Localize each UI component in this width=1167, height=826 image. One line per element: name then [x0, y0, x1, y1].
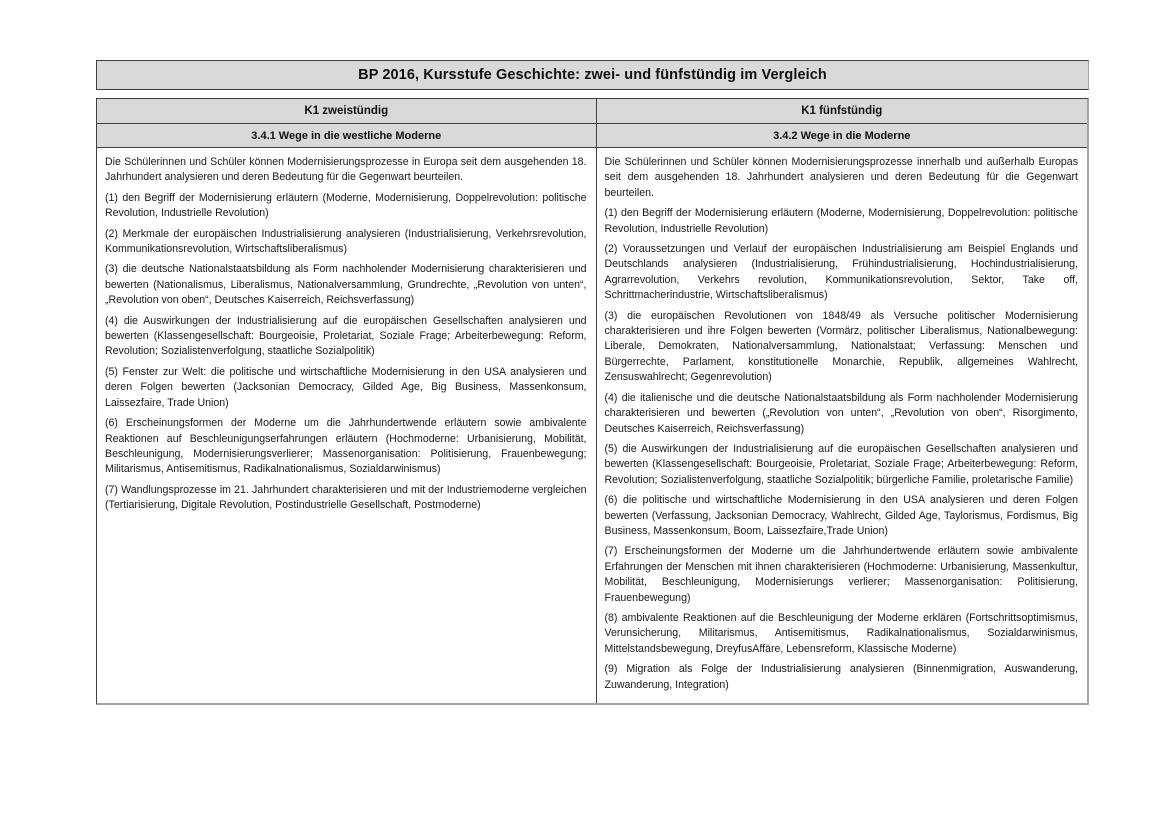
- table-subheader-row: [97, 124, 1087, 148]
- column-subheader-right: 3.4.2 Wege in die Moderne: [597, 124, 1088, 148]
- column-subheader-left: 3.4.1 Wege in die westliche Moderne: [97, 124, 597, 148]
- column-header-right: K1 fünfstündig: [597, 99, 1088, 124]
- competency-item: (4) die Auswirkungen der Industrialisierung auf die europäischen Gesellschaften analysieren und bewerten (Klassengesellschaft: Bourgeoisie, Proletariat, Soziale Frage; Arbeiterbewegung: Reform, Revolution; Sozialistenverfolgung, staatliche Sozialpolitik): [105, 314, 587, 358]
- table-header-row: [97, 99, 1087, 124]
- competency-item: (5) die Auswirkungen der Industrialisierung auf die europäischen Gesellschaften analysieren und bewerten (Klassengesellschaft: Bourgeoisie, Proletariat, Soziale Frage; Arbeiterbewegung: Reform, Revolution; Sozialistenverfolgung, staatliche Sozialpolitik; bürgerliche Familie, proletarische Familie): [604, 442, 1078, 486]
- intro-paragraph: Die Schülerinnen und Schüler können Modernisierungsprozesse in Europa seit dem ausgehenden 18. Jahrhundert analysieren und deren Bedeutung für die Gegenwart beurteilen.: [105, 156, 587, 184]
- competency-item: (1) den Begriff der Modernisierung erläutern (Moderne, Modernisierung, Doppelrevolution: politische Revolution, Industrielle Revolution): [604, 207, 1078, 235]
- competency-item: (5) Fenster zur Welt: die politische und wirtschaftliche Modernisierung in den USA analysieren und deren Folgen bewerten (Jacksonian Democracy, Gilded Age, Big Business, Massenkonsum, Laissezfaire, Trade Union): [105, 365, 587, 409]
- competency-item: (2) Voraussetzungen und Verlauf der europäischen Industrialisierung am Beispiel Englands und Deutschlands analysieren (Industrialisierung, Frühindustrialisierung, Hochindustrialisierung, Agrarrevolution, Verkehrs revolution, Kommunikationsrevolution, Sektor, Take off, Schrittmacherindustrie, Wirtschaftsliberalismus): [604, 243, 1078, 302]
- comparison-table: [96, 98, 1089, 705]
- competency-item: (8) ambivalente Reaktionen auf die Beschleunigung der Moderne erklären (Fortschrittsoptimismus, Verunsicherung, Militarismus, Antisemitismus, Radikalnationalismus, Sozialdarwinismus, Mittelstandsbewegung, DreyfusAffäre, Lebensreform, Klassische Moderne): [604, 611, 1078, 655]
- competency-item: (7) Erscheinungsformen der Moderne um die Jahrhundertwende erläutern sowie ambivalente Erfahrungen der Menschen mit ihnen charakterisieren (Hochmoderne: Urbanisierung, Massenkultur, Mobilität, Beschleunigung, Modernisierungs verlierer; Massenorganisation: Politisierung, Frauenbewegung): [604, 545, 1078, 604]
- column-body-right: [597, 148, 1088, 703]
- competency-item: (4) die italienische und die deutsche Nationalstaatsbildung als Form nachholender Modernisierung charakterisieren und bewerten („Revolution von unten“, „Revolution von oben“, Risorgimento, Deutsches Kaiserreich, Reichsverfassung): [604, 391, 1078, 435]
- competency-item: (9) Migration als Folge der Industrialisierung analysieren (Binnenmigration, Auswanderung, Zuwanderung, Integration): [604, 663, 1078, 691]
- document-title-banner: [96, 60, 1089, 90]
- competency-item: (6) die politische und wirtschaftliche Modernisierung in den USA analysieren und deren Folgen bewerten (Verfassung, Jacksonian Democracy, Wahlrecht, Gilded Age, Taylorismus, Fordismus, Big Business, Massenkonsum, Boom, Laissezfaire,Trade Union): [604, 494, 1078, 537]
- page-title: BP 2016, Kursstufe Geschichte: zwei- und fünfstündig im Vergleich: [358, 67, 827, 83]
- table-body-row: [97, 148, 1087, 703]
- competency-item: (2) Merkmale der europäischen Industrialisierung analysieren (Industrialisierung, Verkehrsrevolution, Kommunikationsrevolution, Wirtschaftsliberalismus): [105, 227, 587, 256]
- competency-item: (6) Erscheinungsformen der Moderne um die Jahrhundertwende erläutern sowie ambivalente Reaktionen auf Beschleunigungserfahrungen erläutern (Hochmoderne: Urbanisierung, Mobilität, Beschleunigung, Modernisierungsverlierer; Massenorganisation: Politisierung, Frauenbewegung; Militarismus, Antisemitismus, Radikalnationalismus, Sozialdarwinismus): [105, 417, 587, 476]
- column-body-left: [97, 148, 597, 703]
- column-header-left: K1 zweistündig: [97, 99, 597, 124]
- competency-item: (7) Wandlungsprozesse im 21. Jahrhundert charakterisieren und mit der Industriemoderne vergleichen (Tertiarisierung, Digitale Revolution, Postindustrielle Gesellschaft, Postmoderne): [105, 483, 587, 512]
- competency-item: (1) den Begriff der Modernisierung erläutern (Moderne, Modernisierung, Doppelrevolution: politische Revolution, Industrielle Revolution): [105, 191, 587, 220]
- intro-paragraph: Die Schülerinnen und Schüler können Modernisierungsprozesse innerhalb und außerhalb Europas seit dem ausgehenden 18. Jahrhundert analysieren und deren Bedeutung für die Gegenwart beurteilen.: [604, 156, 1078, 199]
- competency-item: (3) die deutsche Nationalstaatsbildung als Form nachholender Modernisierung charakterisieren und bewerten (Nationalismus, Liberalismus, Nationalversammlung, Grundrechte, „Revolution von unten“, „Revolution von oben“, Deutsches Kaiserreich, Reichsverfassung): [105, 263, 587, 307]
- competency-item: (3) die europäischen Revolutionen von 1848/49 als Versuche politischer Modernisierung charakterisieren und ihre Folgen bewerten (Vormärz, politischer Liberalismus, Nationalbewegung: Liberale, Demokraten, Nationalversammlung, Nationalstaat; Verfassung: Menschen und Bürgerrechte, Parlament, konstitutionelle Monarchie, Republik, allgemeines Wahlrecht, Zensuswahlrecht; Gegenrevolution): [604, 309, 1078, 384]
